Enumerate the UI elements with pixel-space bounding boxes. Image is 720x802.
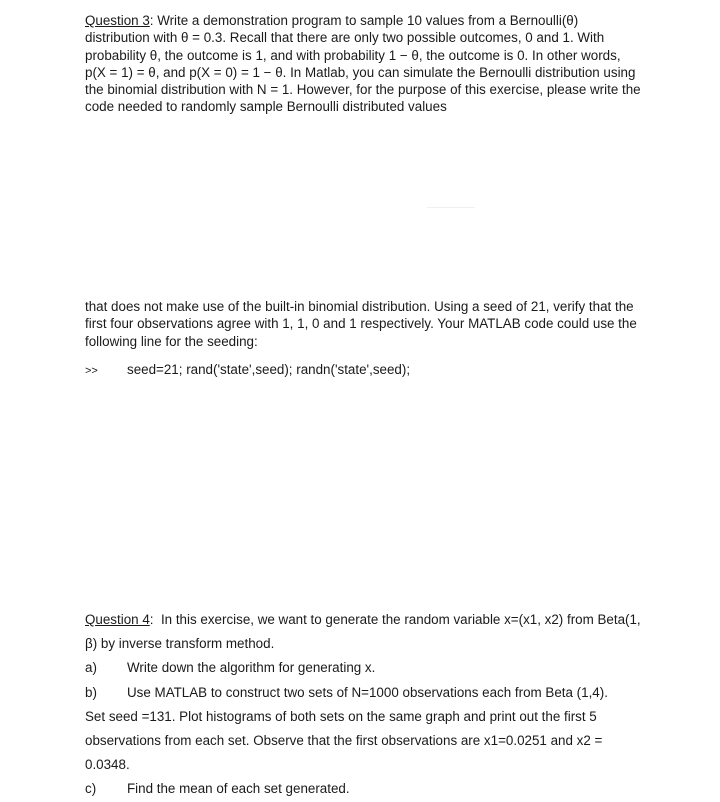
question3-label: Question 3 [85,13,150,28]
item-text: Write down the algorithm for generating x. [127,660,376,676]
divider [427,207,475,208]
question4-label: Question 4 [85,612,150,627]
question4-intro-paragraph [85,608,645,656]
question4-label-colon: : [149,612,154,627]
item-marker: b) [85,684,97,700]
item-text: Find the mean of each set generated. [127,781,350,797]
matlab-prompt: >> [85,365,98,377]
question4-item-a [85,656,645,680]
question4-item-c [85,777,645,801]
matlab-seed-code: seed=21; rand('state',seed); randn('state',seed); [127,362,411,377]
question4-section [85,608,645,802]
question3-intro-text: : Write a demonstration program to sample 10 values from a Bernoulli(θ) distribution with θ = 0.3. Recall that there are only two possible outcomes, 0 and 1. With probability θ, the outcome is 1, and with probability 1 − θ, the outcome is 0. In other words, p(X = 1) = θ, and p(X = 0) = 1 − θ. In Matlab, you can simulate the Bernoulli distribution using the binomial distribution with N = 1. However, for the purpose of this exercise, please write the code needed to randomly sample Bernoulli distributed values [85,13,641,115]
question4-intro-text: In this exercise, we want to generate the random variable x=(x1, x2) from Beta(1, β) by inverse transform method. [85,612,641,652]
matlab-code-line [85,361,410,380]
question4-item-b-continuation: Set seed =131. Plot histograms of both sets on the same graph and print out the first 5 observations from each set. Observe that the first observations are x1=0.0251 and x2 = 0.0348. [85,708,603,773]
question3-continuation-paragraph: that does not make use of the built-in binomial distribution. Using a seed of 21, verify that the first four observations agree with 1, 1, 0 and 1 respectively. Your MATLAB code could use the following line for the seeding: [85,299,637,349]
question3-intro-paragraph [85,12,645,116]
item-marker: a) [85,660,97,676]
item-text: Use MATLAB to construct two sets of N=1000 observations each from Beta (1,4). [127,684,608,700]
question4-item-b [85,681,645,705]
item-marker: c) [85,781,97,797]
